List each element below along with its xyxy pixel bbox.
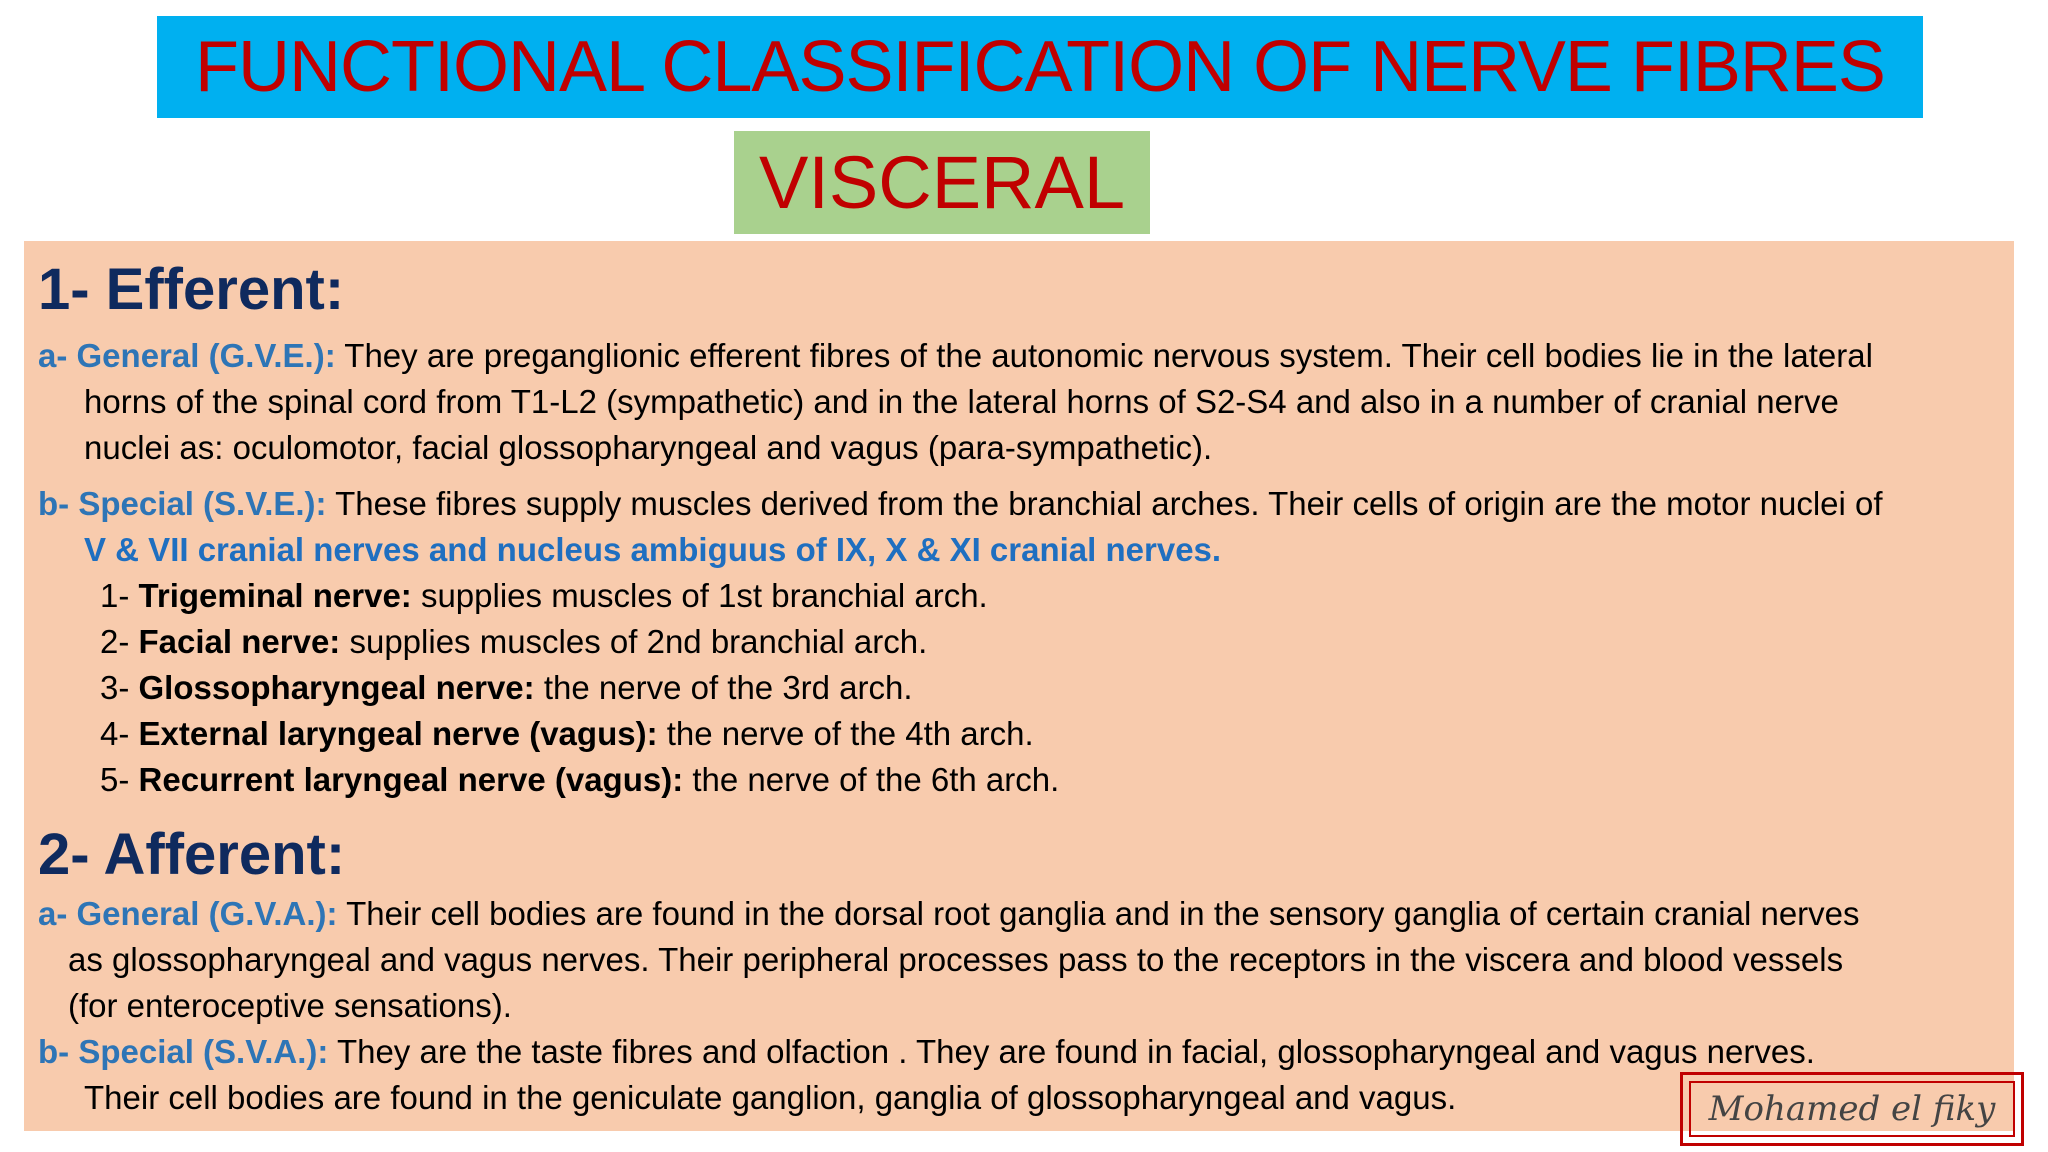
efferent-special-label: b- Special (S.V.E.): <box>38 485 327 522</box>
list-item-number: 4- <box>100 715 130 752</box>
list-item-description: the nerve of the 3rd arch. <box>543 669 913 706</box>
list-item-number: 5- <box>100 761 130 798</box>
list-item-number: 1- <box>100 577 130 614</box>
efferent-general-line-1 <box>38 336 1873 376</box>
afferent-special-label: b- Special (S.V.A.): <box>38 1033 329 1070</box>
list-item-number: 3- <box>100 669 130 706</box>
efferent-special-text-1: These fibres supply muscles derived from the branchial arches. Their cells of origin are the motor nuclei of <box>335 485 1883 522</box>
afferent-heading: 2- Afferent: <box>38 822 346 887</box>
efferent-general-label: a- General (G.V.E.): <box>38 337 336 374</box>
author-signature-inner-frame <box>1689 1081 2015 1137</box>
list-item-description: supplies muscles of 2nd branchial arch. <box>349 623 928 660</box>
efferent-special-line-1 <box>38 484 1883 524</box>
subtitle-banner <box>734 131 1150 234</box>
list-item-nerve-name: Trigeminal nerve: <box>138 577 412 614</box>
afferent-special-text-1: They are the taste fibres and olfaction . They are found in facial, glossopharyngeal and vagus nerves. <box>336 1033 1815 1070</box>
efferent-general-text-1: They are preganglionic efferent fibres of the autonomic nervous system. Their cell bodies lie in the lateral <box>344 337 1873 374</box>
list-item-description: supplies muscles of 1st branchial arch. <box>420 577 988 614</box>
efferent-general-line-3: nuclei as: oculomotor, facial glossopharyngeal and vagus (para-sympathetic). <box>84 429 1213 466</box>
list-item <box>100 668 913 708</box>
list-item-number: 2- <box>100 623 130 660</box>
list-item-nerve-name: Facial nerve: <box>138 623 341 660</box>
list-item-description: the nerve of the 4th arch. <box>666 715 1034 752</box>
list-item <box>100 622 927 662</box>
efferent-general-line-2: horns of the spinal cord from T1-L2 (sympathetic) and in the lateral horns of S2-S4 and also in a number of cranial nerve <box>84 383 1839 420</box>
list-item-description: the nerve of the 6th arch. <box>692 761 1060 798</box>
list-item-nerve-name: External laryngeal nerve (vagus): <box>138 715 658 752</box>
afferent-general-line-2: as glossopharyngeal and vagus nerves. Their peripheral processes pass to the receptors in the viscera and blood vessels <box>68 941 1844 978</box>
afferent-special-line-2: Their cell bodies are found in the geniculate ganglion, ganglia of glossopharyngeal and vagus. <box>84 1079 1457 1116</box>
afferent-special-line-1 <box>38 1032 1815 1072</box>
efferent-special-line-2: V & VII cranial nerves and nucleus ambiguus of IX, X & XI cranial nerves. <box>84 531 1222 568</box>
page-title: FUNCTIONAL CLASSIFICATION OF NERVE FIBRES <box>195 27 1885 107</box>
list-item-nerve-name: Recurrent laryngeal nerve (vagus): <box>138 761 684 798</box>
author-signature-box <box>1680 1072 2024 1146</box>
list-item <box>100 714 1034 754</box>
afferent-general-text-1: Their cell bodies are found in the dorsal root ganglia and in the sensory ganglia of certain cranial nerves <box>346 895 1860 932</box>
afferent-general-line-3: (for enteroceptive sensations). <box>68 987 512 1024</box>
list-item <box>100 576 988 616</box>
list-item <box>100 760 1059 800</box>
title-banner <box>157 16 1923 118</box>
efferent-heading: 1- Efferent: <box>38 257 345 322</box>
list-item-nerve-name: Glossopharyngeal nerve: <box>138 669 535 706</box>
afferent-general-label: a- General (G.V.A.): <box>38 895 338 932</box>
author-signature: Mohamed el fiky <box>1708 1089 1996 1129</box>
afferent-general-line-1 <box>38 894 1860 934</box>
page-subtitle: VISCERAL <box>758 141 1126 224</box>
